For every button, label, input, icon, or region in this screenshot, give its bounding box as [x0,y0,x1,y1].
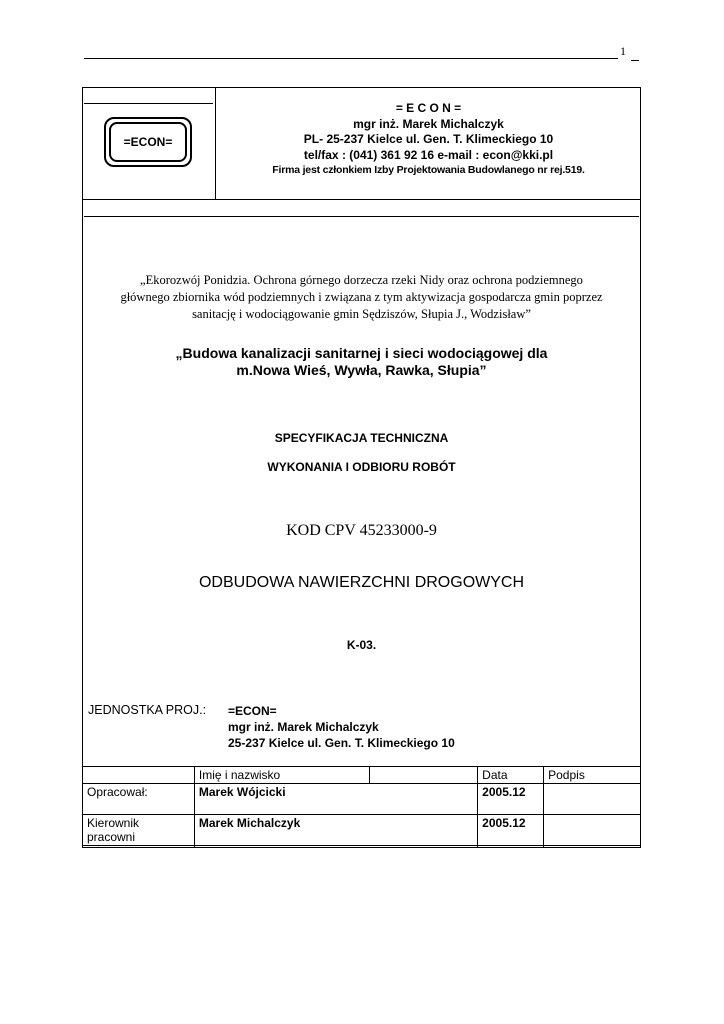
document-code: K-03. [346,638,377,652]
spec-heading-1: SPECYFIKACJA TECHNICZNA [274,431,449,445]
header-cell: Data [478,767,544,784]
table-row [83,784,641,815]
header-divider-horizontal [82,199,641,200]
project-subject [84,345,639,379]
company-membership: Firma jest członkiem Izby Projektowania Budowlanego nr rej.519. [272,164,585,176]
design-unit-line: 25-237 Kielce ul. Gen. T. Klimeckiego 10 [228,736,455,750]
company-logo-text: =ECON= [109,122,187,162]
logo-top-rule [84,103,213,104]
header-cell [370,767,478,784]
document-title: ODBUDOWA NAWIERZCHNI DROGOWYCH [198,574,525,591]
company-owner: mgr inż. Marek Michalczyk [353,116,504,131]
page-number-underline [631,60,639,61]
program-description [84,272,639,323]
header-cell: Podpis [544,767,641,784]
design-unit-details [228,703,455,751]
company-address: PL- 25-237 Kielce ul. Gen. T. Klimeckiego 10 [303,132,554,146]
subject-line: „Budowa kanalizacji sanitarnej i sieci wodociągowej dla [175,345,548,361]
name-cell: Marek Michalczyk [194,815,477,848]
program-line: głównego zbiornika wód podziemnych i związana z tym aktywizacja gospodarcza gmin poprzez [120,290,603,304]
program-line: sanitację i wodociągowanie gmin Sędziszów, Słupia J., Wodzisław” [192,307,531,321]
date-cell: 2005.12 [478,784,544,815]
company-name: = E C O N = [395,101,462,115]
program-line: „Ekorozwój Ponidzia. Ochrona górnego dorzecza rzeki Nidy oraz ochrona podziemnego [140,273,583,287]
role-cell: Opracował: [83,784,195,815]
header-bottom-rule [84,216,639,217]
signature-table [82,766,641,848]
spec-heading-2: WYKONANIA I ODBIORU ROBÓT [267,460,456,474]
table-header-row [83,767,641,784]
cpv-code: KOD CPV 45233000-9 [286,522,437,539]
header-cell [83,767,195,784]
header-rule [84,58,618,59]
company-contact: tel/fax : (041) 361 92 16 e-mail : econ@kki.pl [303,147,554,162]
table-row [83,815,641,848]
design-unit-label: JEDNOSTKA PROJ.: [88,703,207,717]
signature-cell [544,784,641,815]
name-cell: Marek Wójcicki [194,784,477,815]
page-number: 1 [620,44,626,58]
role-cell: Kierownik pracowni [83,815,195,848]
company-header [216,101,641,179]
design-unit-line: mgr inż. Marek Michalczyk [228,720,379,734]
subject-line: m.Nowa Wieś, Wywła, Rawka, Słupia” [236,362,487,378]
signature-cell [544,815,641,848]
header-cell: Imię i nazwisko [194,767,370,784]
design-unit-line: =ECON= [228,704,277,718]
date-cell: 2005.12 [478,815,544,848]
